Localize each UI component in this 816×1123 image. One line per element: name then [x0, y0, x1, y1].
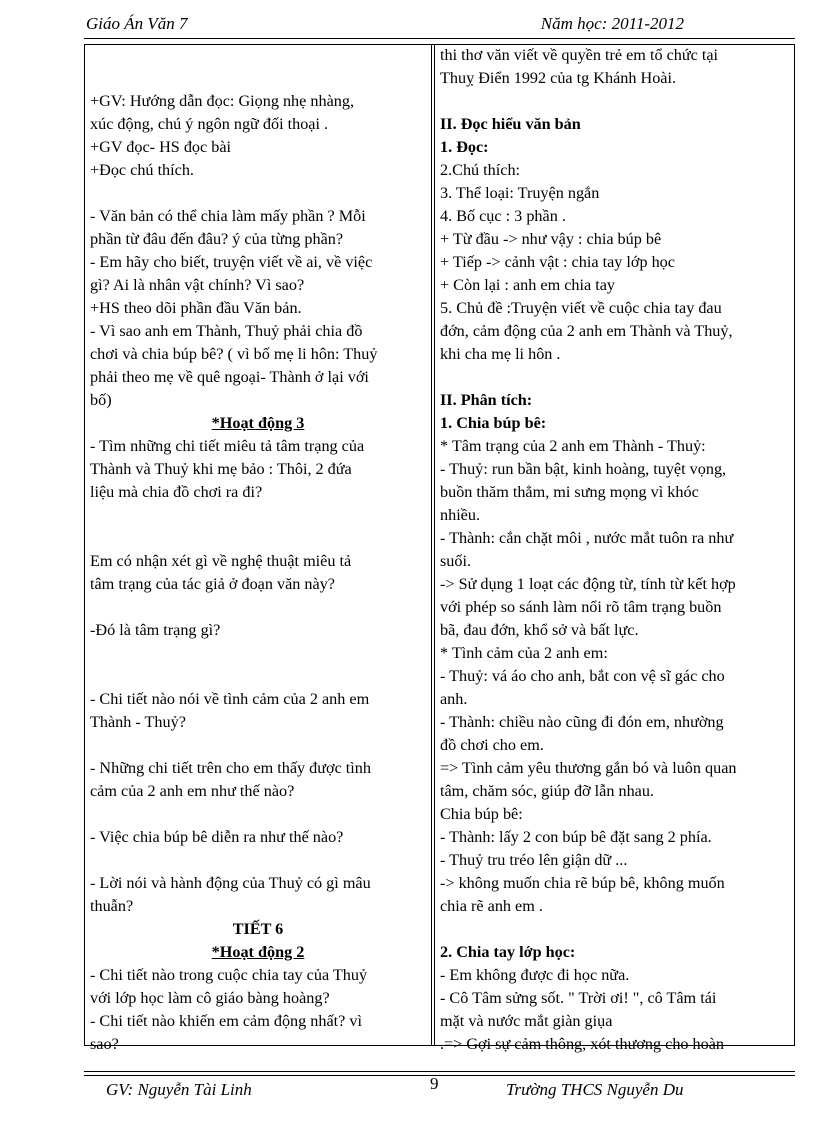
- text-line: - Lời nói và hành động của Thuỷ có gì mâu: [90, 874, 371, 892]
- text-line: + Còn lại : anh em chia tay: [440, 276, 616, 294]
- text-line: chia rẽ anh em .: [440, 897, 543, 915]
- text-line: Em có nhận xét gì về nghệ thuật miêu tả: [90, 552, 352, 570]
- text-line: 2. Chia tay lớp học:: [440, 943, 576, 961]
- text-line: Thuỵ Điển 1992 của tg Khánh Hoài.: [440, 69, 677, 87]
- text-line: - Những chi tiết trên cho em thấy được tình: [90, 759, 371, 777]
- text-line: tâm, chăm sóc, giúp đỡ lẫn nhau.: [440, 782, 655, 800]
- text-line: +Đọc chú thích.: [90, 161, 194, 179]
- text-line: [440, 90, 790, 113]
- text-line: gì? Ai là nhân vật chính? Vì sao?: [90, 276, 305, 294]
- text-line: - Em không được đi học nữa.: [440, 966, 630, 984]
- text-line: - Thành: lấy 2 con búp bê đặt sang 2 phía.: [440, 828, 712, 846]
- text-line: - Vì sao anh em Thành, Thuỷ phải chia đồ: [90, 322, 363, 340]
- text-line: -> không muốn chia rẽ búp bê, không muốn: [440, 874, 725, 892]
- header-rule: [84, 38, 795, 39]
- text-line: [90, 665, 426, 688]
- text-line: bố): [90, 391, 112, 409]
- text-line: [440, 366, 790, 389]
- text-line: liệu mà chia đồ chơi ra đi?: [90, 483, 263, 501]
- text-line: - Thành: chiều nào cũng đi đón em, nhường: [440, 713, 724, 731]
- text-line: đớn, cảm động của 2 anh em Thành và Thuỷ,: [440, 322, 733, 340]
- text-line: * Tâm trạng của 2 anh em Thành - Thuỷ:: [440, 437, 706, 455]
- text-line: [440, 918, 790, 941]
- text-line: tâm trạng của tác giả ở đoạn văn này?: [90, 575, 335, 593]
- text-line: +GV đọc- HS đọc bài: [90, 138, 232, 156]
- text-line: - Chi tiết nào trong cuộc chia tay của Thuỷ: [90, 966, 368, 984]
- text-line: phần từ đâu đến đâu? ý của từng phần?: [90, 230, 344, 248]
- text-line: Thành - Thuỷ?: [90, 713, 186, 731]
- text-line: .=> Gợi sự cảm thông, xót thương cho hoàn: [440, 1035, 725, 1053]
- text-line: đồ chơi cho em.: [440, 736, 544, 754]
- text-line: 1. Đọc:: [440, 138, 489, 156]
- text-line: [90, 527, 426, 550]
- header-school-year: Năm học: 2011-2012: [540, 14, 684, 33]
- text-line: II. Đọc hiểu văn bản: [440, 115, 581, 133]
- text-line: [90, 44, 426, 67]
- text-line: 5. Chủ đề :Truyện viết về cuộc chia tay đau: [440, 299, 722, 317]
- text-line: + Từ đầu -> như vậy : chia búp bê: [440, 230, 662, 248]
- text-line: - Chi tiết nào khiến em cảm động nhất? vì: [90, 1012, 362, 1030]
- text-line: [90, 734, 426, 757]
- text-line: - Văn bản có thể chia làm mấy phần ? Mỗi: [90, 207, 366, 225]
- text-line: [90, 642, 426, 665]
- column-divider-inner: [434, 44, 435, 1046]
- text-line: với lớp học làm cô giáo bàng hoàng?: [90, 989, 330, 1007]
- text-line: [90, 67, 426, 90]
- text-line: Thành và Thuỷ khi mẹ bảo : Thôi, 2 đứa: [90, 460, 352, 478]
- text-line: *Hoạt động 2: [211, 943, 305, 961]
- text-line: thuẫn?: [90, 897, 134, 915]
- text-line: - Cô Tâm sửng sốt. " Trời ơi! ", cô Tâm tái: [440, 989, 717, 1007]
- text-line: 2.Chú thích:: [440, 161, 521, 179]
- text-line: 3. Thể loại: Truyện ngắn: [440, 184, 600, 202]
- page-number: 9: [430, 1074, 439, 1093]
- text-line: xúc động, chú ý ngôn ngữ đối thoại .: [90, 115, 329, 133]
- text-line: II. Phân tích:: [440, 391, 533, 409]
- text-line: [90, 803, 426, 826]
- footer-school: Trường THCS Nguyễn Du: [506, 1080, 684, 1099]
- text-line: với phép so sánh làm nổi rõ tâm trạng buồn: [440, 598, 722, 616]
- teacher-activities-column: [90, 44, 426, 1056]
- text-line: +GV: Hướng dẫn đọc: Giọng nhẹ nhàng,: [90, 92, 354, 110]
- text-line: khi cha mẹ li hôn .: [440, 345, 561, 363]
- text-line: 1. Chia búp bê:: [440, 414, 547, 432]
- page-header: [86, 14, 794, 38]
- footer-rule-1: [84, 1071, 795, 1072]
- text-line: - Thuỷ tru tréo lên giận dữ ...: [440, 851, 628, 869]
- text-line: sao?: [90, 1035, 119, 1053]
- text-line: nhiều.: [440, 506, 481, 524]
- footer-teacher: GV: Nguyễn Tài Linh: [106, 1080, 252, 1099]
- text-line: [90, 849, 426, 872]
- text-line: *Hoạt động 3: [211, 414, 305, 432]
- text-line: - Tìm những chi tiết miêu tả tâm trạng của: [90, 437, 365, 455]
- page-footer: [86, 1074, 794, 1106]
- text-line: [90, 596, 426, 619]
- text-line: * Tình cảm của 2 anh em:: [440, 644, 608, 662]
- text-line: - Thuỷ: run bần bật, kinh hoàng, tuyệt vọng,: [440, 460, 727, 478]
- text-line: [90, 182, 426, 205]
- text-line: + Tiếp -> cảnh vật : chia tay lớp học: [440, 253, 675, 271]
- text-line: - Thành: cắn chặt môi , nước mắt tuôn ra như: [440, 529, 734, 547]
- text-line: 4. Bố cục : 3 phần .: [440, 207, 566, 225]
- text-line: - Thuỷ: vá áo cho anh, bắt con vệ sĩ gác cho: [440, 667, 725, 685]
- text-line: [90, 504, 426, 527]
- text-line: => Tình cảm yêu thương gắn bó và luôn quan: [440, 759, 737, 777]
- text-line: +HS theo dõi phần đầu Văn bản.: [90, 299, 302, 317]
- text-line: mặt và nước mắt giàn giụa: [440, 1012, 613, 1030]
- text-line: thi thơ văn viết về quyền trẻ em tổ chức tại: [440, 46, 719, 64]
- text-line: Chia búp bê:: [440, 805, 523, 823]
- text-line: phải theo mẹ về quê ngoại- Thành ở lại với: [90, 368, 369, 386]
- column-divider: [431, 44, 432, 1046]
- text-line: -Đó là tâm trạng gì?: [90, 621, 221, 639]
- text-line: - Chi tiết nào nói về tình cảm của 2 anh em: [90, 690, 370, 708]
- text-line: anh.: [440, 690, 468, 708]
- text-line: - Việc chia búp bê diễn ra như thế nào?: [90, 828, 344, 846]
- text-line: -> Sử dụng 1 loạt các động từ, tính từ kết hợp: [440, 575, 736, 593]
- content-column: [440, 44, 790, 1056]
- footer-rule-2: [84, 1075, 795, 1076]
- text-line: chơi và chia búp bê? ( vì bố mẹ li hôn: Thuỷ: [90, 345, 378, 363]
- text-line: - Em hãy cho biết, truyện viết về ai, về việc: [90, 253, 373, 271]
- text-line: suối.: [440, 552, 472, 570]
- text-line: cảm của 2 anh em như thế nào?: [90, 782, 295, 800]
- text-line: bã, đau đớn, khổ sở và bất lực.: [440, 621, 639, 639]
- text-line: buồn thăm thẳm, mi sưng mọng vì khóc: [440, 483, 699, 501]
- text-line: TIẾT 6: [232, 920, 284, 938]
- header-subject: Giáo Án Văn 7: [86, 14, 188, 33]
